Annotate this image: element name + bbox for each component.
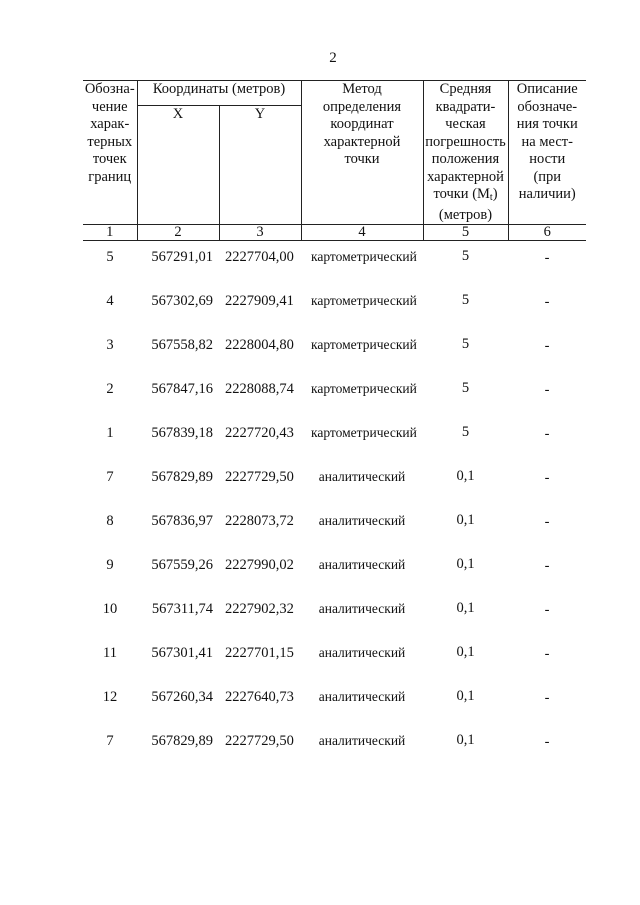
table-row: [83, 241, 586, 286]
method: картометрический: [311, 337, 417, 352]
header-y: Y: [219, 106, 301, 225]
error-value: 0,1: [456, 512, 475, 528]
page-number: 2: [329, 50, 337, 66]
method: картометрический: [311, 249, 417, 264]
coord-x: 567829,89: [151, 469, 213, 485]
column-number: 4: [301, 225, 423, 241]
method: аналитический: [318, 469, 406, 484]
column-number: 3: [219, 225, 301, 241]
method: аналитический: [318, 645, 406, 660]
coord-x: 567836,97: [151, 513, 213, 529]
table-row: [83, 505, 586, 549]
header-coordinates-group: Координаты (метров): [137, 81, 301, 106]
column-number: 6: [508, 225, 586, 241]
table-row: [83, 725, 586, 769]
header-point-designation: Обозна- чение харак- терных точек границ: [83, 81, 137, 225]
coord-y: 2227729,50: [225, 469, 294, 485]
coord-x: 567839,18: [151, 425, 213, 441]
method: аналитический: [318, 733, 406, 748]
method: аналитический: [318, 601, 406, 616]
point-number: 4: [106, 293, 114, 309]
point-number: 10: [102, 601, 118, 617]
table-row: [83, 329, 586, 373]
point-number: 2: [106, 381, 114, 397]
point-number: 7: [106, 469, 114, 485]
method: картометрический: [311, 293, 417, 308]
column-number-row: [83, 225, 586, 241]
point-number: 7: [106, 733, 114, 749]
point-number: 5: [106, 249, 114, 265]
coord-x: 567302,69: [151, 293, 213, 309]
point-number: 9: [106, 557, 114, 573]
description: -: [544, 602, 550, 618]
point-number: 12: [102, 689, 118, 705]
coord-y: 2228088,74: [225, 381, 294, 397]
error-value: 5: [461, 380, 470, 396]
coord-x: 567301,41: [151, 645, 213, 661]
coord-x: 567260,34: [151, 689, 213, 705]
table-row: [83, 637, 586, 681]
coord-y: 2227902,32: [225, 601, 294, 617]
coord-y: 2227990,02: [225, 557, 294, 573]
description: -: [544, 690, 550, 706]
point-number: 8: [106, 513, 114, 529]
description: -: [544, 294, 550, 310]
method: картометрический: [311, 425, 417, 440]
coordinates-table: [83, 80, 586, 769]
coord-y: 2227729,50: [225, 733, 294, 749]
method: аналитический: [318, 513, 406, 528]
method: аналитический: [318, 689, 406, 704]
description: -: [544, 470, 550, 486]
coord-y: 2227640,73: [225, 689, 294, 705]
header-method: Метод определения координат характерной точки: [301, 81, 423, 225]
coord-x: 567829,89: [151, 733, 213, 749]
column-number: 1: [83, 225, 137, 241]
table-body: [83, 241, 586, 770]
table-header: [83, 81, 586, 241]
coord-x: 567291,01: [151, 249, 213, 265]
error-value: 0,1: [456, 688, 475, 704]
coord-x: 567847,16: [151, 381, 213, 397]
coord-y: 2228004,80: [225, 337, 294, 353]
error-value: 0,1: [456, 556, 475, 572]
coord-x: 567311,74: [151, 601, 213, 617]
method: картометрический: [311, 381, 417, 396]
description: -: [544, 382, 550, 398]
coord-y: 2227704,00: [225, 249, 294, 265]
method: аналитический: [318, 557, 406, 572]
header-mean-square-error: Средняя квадрати- ческая погрешность положения характерной точки $(M_t)$ (метров): [423, 81, 508, 225]
table-row: [83, 549, 586, 593]
point-number: 3: [106, 337, 114, 353]
error-value: 0,1: [456, 732, 475, 748]
header-x: X: [137, 106, 219, 225]
column-number: 5: [423, 225, 508, 241]
coord-y: 2227720,43: [225, 425, 294, 441]
description: -: [544, 646, 550, 662]
coord-x: 567559,26: [151, 557, 213, 573]
error-value: 0,1: [456, 468, 475, 484]
error-value: 0,1: [456, 600, 475, 616]
table-row: [83, 417, 586, 461]
error-value: 5: [461, 336, 470, 352]
point-number: 11: [103, 645, 117, 661]
description: -: [544, 514, 550, 530]
description: -: [544, 734, 550, 750]
coord-x: 567558,82: [151, 337, 213, 353]
table-row: [83, 461, 586, 505]
header-point-description: Описание обозначе- ния точки на мест- ности (при наличии): [508, 81, 586, 225]
table-row: [83, 373, 586, 417]
description: -: [544, 338, 550, 354]
table-row: [83, 285, 586, 329]
column-number: 2: [137, 225, 219, 241]
error-value: 5: [461, 424, 470, 440]
table-row: [83, 593, 586, 637]
description: -: [544, 250, 550, 266]
error-value: 5: [461, 248, 470, 264]
description: -: [544, 426, 550, 442]
table-row: [83, 681, 586, 725]
description: -: [544, 558, 550, 574]
coord-y: 2228073,72: [225, 513, 294, 529]
coord-y: 2227909,41: [225, 293, 294, 309]
point-number: 1: [106, 425, 114, 441]
error-value: 5: [461, 292, 470, 308]
coord-y: 2227701,15: [225, 645, 294, 661]
error-value: 0,1: [456, 644, 475, 660]
